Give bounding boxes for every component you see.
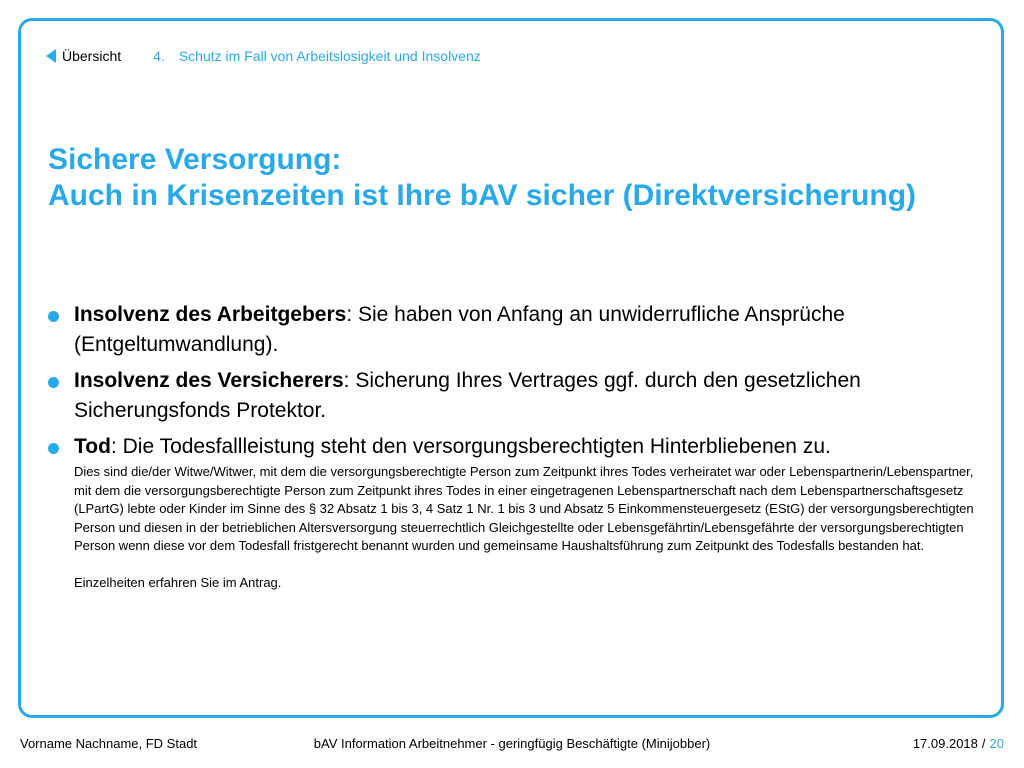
beneficiary-definition: Dies sind die/der Witwe/Witwer, mit dem die versorgungsberechtigte Person zum Zeitpunkt ihres Todes verheiratet war oder Lebenspartnerin/Lebenspartner, mit dem die versorgungsberechtigte Person zum Zeitpunkt ihres Todes in einer eingetragenen Lebenspartnerschaft nach dem Lebenspartnerschaftsgesetz (LPartG) lebte oder Kinder im Sinne des § 32 Absatz 1 bis 3, 4 Satz 1 Nr. 1 bis 3 und Absatz 5 Einkommensteuergesetz (EStG) der versorgungsberechtigten Person und diesen in der betrieblichen Altersversorgung steuerrechtlich Gleichgestellte oder Lebensgefährtin/Lebensgefährte der versorgungsberechtigten Person wenn diese vor dem Todesfall fristgerecht benannt wurden und gemeinsame Haushaltsführung zum Zeitpunkt des Todesfalls bestanden hat. — [74, 464, 974, 553]
slide-title — [48, 142, 1008, 214]
footer-separator: / — [981, 736, 986, 751]
title-line-2: Auch in Krisenzeiten ist Ihre bAV sicher (Direktversicherung) — [48, 179, 917, 212]
footer-date-page — [913, 736, 1004, 751]
title-line-1: Sichere Versorgung: — [48, 143, 342, 176]
breadcrumb-section: Schutz im Fall von Arbeitslosigkeit und Insolvenz — [178, 48, 481, 64]
bullet-text: : Die Todesfallleistung steht den versorgungsberechtigten Hinterbliebenen zu. — [110, 435, 831, 458]
bullet-dot-icon — [48, 311, 59, 322]
overview-back-link[interactable] — [46, 48, 121, 64]
breadcrumb-number: 4. — [153, 48, 165, 64]
bullet-item-insurer-insolvency — [46, 366, 976, 426]
bullet-detail — [74, 463, 976, 592]
bullet-item-employer-insolvency — [46, 300, 976, 360]
bullet-dot-icon — [48, 443, 59, 454]
bullet-text: : Sicherung Ihres Vertrages ggf. durch den gesetzlichen Sicherungsfonds Protektor. — [74, 369, 861, 422]
page-number: 20 — [989, 736, 1004, 751]
bullet-heading: Insolvenz des Versicherers — [74, 369, 344, 392]
bullet-item-death — [46, 432, 976, 592]
footer-date: 17.09.2018 — [912, 736, 978, 751]
bullet-text: : Sie haben von Anfang an unwiderrufliche Ansprüche (Entgeltumwandlung). — [74, 303, 845, 356]
bullet-list — [46, 300, 976, 598]
triangle-left-icon — [46, 49, 56, 63]
breadcrumb — [46, 46, 481, 66]
footer-author: Vorname Nachname, FD Stadt — [20, 736, 198, 751]
details-note: Einzelheiten erfahren Sie im Antrag. — [74, 574, 282, 590]
bullet-heading: Insolvenz des Arbeitgebers — [74, 303, 347, 326]
bullet-dot-icon — [48, 377, 59, 388]
overview-label: Übersicht — [62, 48, 122, 64]
footer-presentation-title: bAV Information Arbeitnehmer - geringfügig Beschäftigte (Minijobber) — [313, 736, 711, 751]
bullet-heading: Tod — [74, 435, 111, 458]
